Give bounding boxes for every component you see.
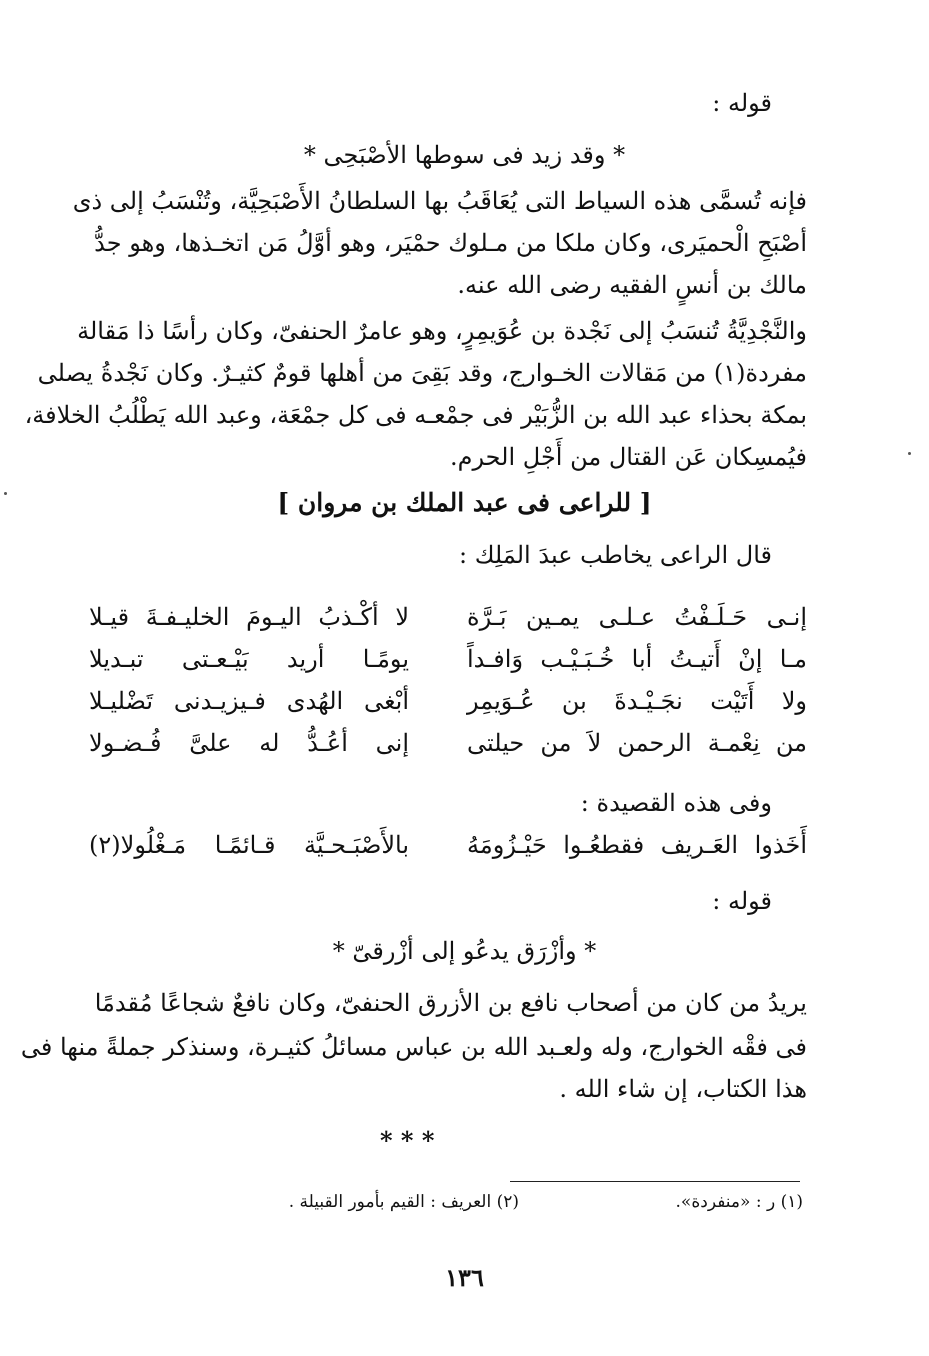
verse-3-second: أبْغى الهُدى فـيزيـدنى تَضْليـلا — [89, 687, 409, 715]
para2-line-3: بمكة بحذاء عبد الله بن الزُّبَيْر فى جمْعـه فى كل جمْعَة، وعبد الله يَطْلُبُ الخلافة، — [24, 401, 807, 429]
verse-2-second: يومًـا أريد بَيْـعـتى تبـديلا — [89, 645, 409, 673]
scan-speck — [4, 492, 7, 495]
para3-line-1: يريدُ من كان من أصحاب نافع بن الأزرق الحنفىّ، وكان نافعٌ شجاعًا مُقدمًا — [94, 989, 807, 1017]
footnote-1: (١) ر : «منفردة». — [675, 1192, 803, 1212]
verse-1-second: لا أكْـذبُ اليـومَ الخليـفـةَ قيـلا — [89, 603, 409, 631]
para2-line-1: والنَّجْدِيَّةُ تُنسَبُ إلى نَجْدة بن عُوَيمِرٍ، وهو عامرٌ الحنفىّ، وكان رأسًا ذا مَقالة — [77, 317, 807, 345]
section-separator: * * * — [380, 1126, 435, 1155]
para1-line-3: مالك بن أنسٍ الفقيه رضى الله عنه. — [457, 271, 807, 299]
para3-line-3: هذا الكتاب، إن شاء الله . — [559, 1075, 807, 1103]
qawluhu-label-2: قوله : — [712, 887, 772, 915]
verse-intro-2: وفى هذه القصيدة : — [580, 789, 772, 817]
para1-line-2: أصْبَحِ الْحميَرى، وكان ملكا من مـلوك حمْيَر، وهو أوَّلُ مَن اتخـذها، وهو جدُّ — [94, 229, 807, 257]
para2-line-2: مفردة(١) من مَقالات الخـوارج، وقد بَقِىَ من أهلها قومٌ كثيـرٌ. وكان نَجْدةُ يصلى — [37, 359, 807, 387]
verse-4-first: من نِعْمـة الرحمن لاَ من حيلتى — [467, 729, 807, 757]
verse-intro: قال الراعى يخاطب عبدَ المَلِك : — [458, 541, 772, 569]
qawluhu-label-1: قوله : — [712, 89, 772, 117]
footnote-2: (٢) العريف : القيم بأمور القبيلة . — [288, 1192, 519, 1212]
verse-5-first: أَخَذوا العَـريف فقطعُـوا حَيْـزُومَهُ — [467, 831, 807, 859]
verse-3-first: ولا أَتَيْت نجَـيْـدةَ بن عُـوَيمِر — [467, 687, 807, 715]
verse-1-first: إنـى حَـلَـفْتُ عـلـى يمـين بَـرَّة — [467, 603, 807, 631]
para2-line-4: فيُمسِكان عَن القتال من أَجْلِ الحرم. — [449, 443, 807, 471]
verse-5-second: بالأَصْبَـحـيَّة قـائمًـا مَـغْلُولا(٢) — [89, 831, 409, 859]
verse-quote-1: * وقد زيد فى سوطها الأصْبَحِى * — [303, 141, 626, 169]
verse-2-first: مـا إنْ أَتيـتُ أبا خُـبَـيْـب وَافـداً — [467, 645, 807, 673]
para1-line-1: فإنه تُسمَّى هذه السياط التى يُعَاقَبُ بها السلطانُ الأَصْبَحِيَّة، وتُنْسَبُ إلى ذى — [72, 187, 807, 215]
verse-4-second: إنى أعُـدُّ له علىَّ فُـضـولا — [89, 729, 409, 757]
section-heading: [ للراعى فى عبد الملك بن مروان ] — [277, 488, 652, 517]
verse-quote-2: * وأزْرَق يدعُو إلى أزْرقىّ * — [332, 937, 597, 965]
para3-line-2: فى فقْه الخوارج، وله ولعـبد الله بن عباس مسائلُ كثيـرة، وسنذكر جملةً منها فى — [20, 1033, 807, 1061]
footnote-rule — [510, 1181, 800, 1182]
page-number: ١٣٦ — [445, 1263, 484, 1292]
scan-speck — [908, 452, 911, 455]
